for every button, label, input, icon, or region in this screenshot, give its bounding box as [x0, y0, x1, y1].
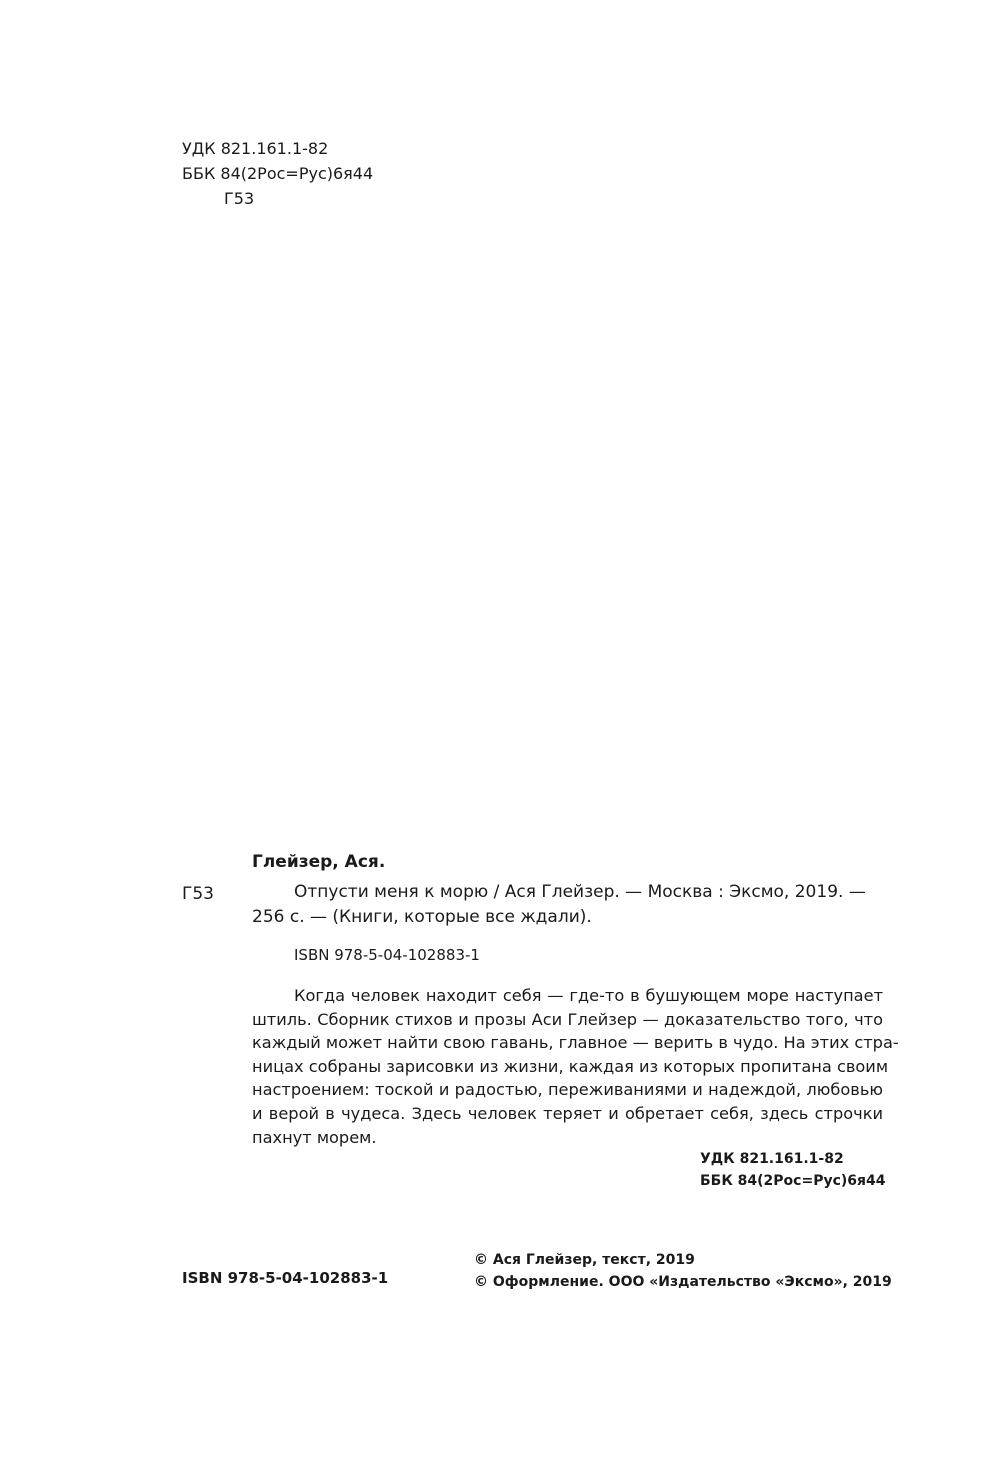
annotation-line: пахнут морем.: [252, 1127, 377, 1147]
author-mark: Г53: [224, 189, 255, 208]
annotation-line: и верой в чудеса. Здесь человек теряет и обретает себя, здесь строчки: [252, 1103, 883, 1123]
bottom-classification-codes: [700, 1148, 886, 1192]
entry-isbn: ISBN 978-5-04-102883-1: [294, 946, 480, 964]
annotation-line: каждый может найти свою гавань, главное — верить в чудо. На этих стра-: [252, 1033, 899, 1053]
bbk-code-bottom: ББК 84(2Рос=Рус)6я44: [700, 1173, 886, 1189]
footer-isbn: ISBN 978-5-04-102883-1: [182, 1269, 389, 1287]
top-classification-codes: [182, 136, 373, 211]
annotation-line: настроением: тоской и радостью, переживаниями и надеждой, любовью: [252, 1080, 883, 1100]
annotation: [252, 984, 899, 1149]
bbk-code: ББК 84(2Рос=Рус)6я44: [182, 164, 374, 183]
author-heading: Глейзер, Ася.: [252, 852, 386, 872]
copyright-design: © Оформление. ООО «Издательство «Эксмо», 2019: [474, 1274, 892, 1290]
biblio-line-2: 256 с. — (Книги, которые все ждали).: [252, 907, 592, 927]
annotation-line: Когда человек находит себя — где-то в бушующем море наступает: [294, 986, 883, 1005]
biblio-line-1: Отпусти меня к морю / Ася Глейзер. — Москва : Эксмо, 2019. —: [294, 882, 866, 902]
bibliographic-description: [252, 880, 882, 930]
copyright-text: © Ася Глейзер, текст, 2019: [474, 1252, 695, 1268]
annotation-line: ницах собраны зарисовки из жизни, каждая из которых пропитана своим: [252, 1056, 889, 1076]
copyright-block: [474, 1249, 892, 1293]
entry-author-mark: Г53: [182, 884, 214, 904]
udk-code: УДК 821.161.1-82: [182, 139, 329, 158]
udk-code-bottom: УДК 821.161.1-82: [700, 1151, 844, 1167]
annotation-line: штиль. Сборник стихов и прозы Аси Глейзер — доказательство того, что: [252, 1009, 883, 1029]
